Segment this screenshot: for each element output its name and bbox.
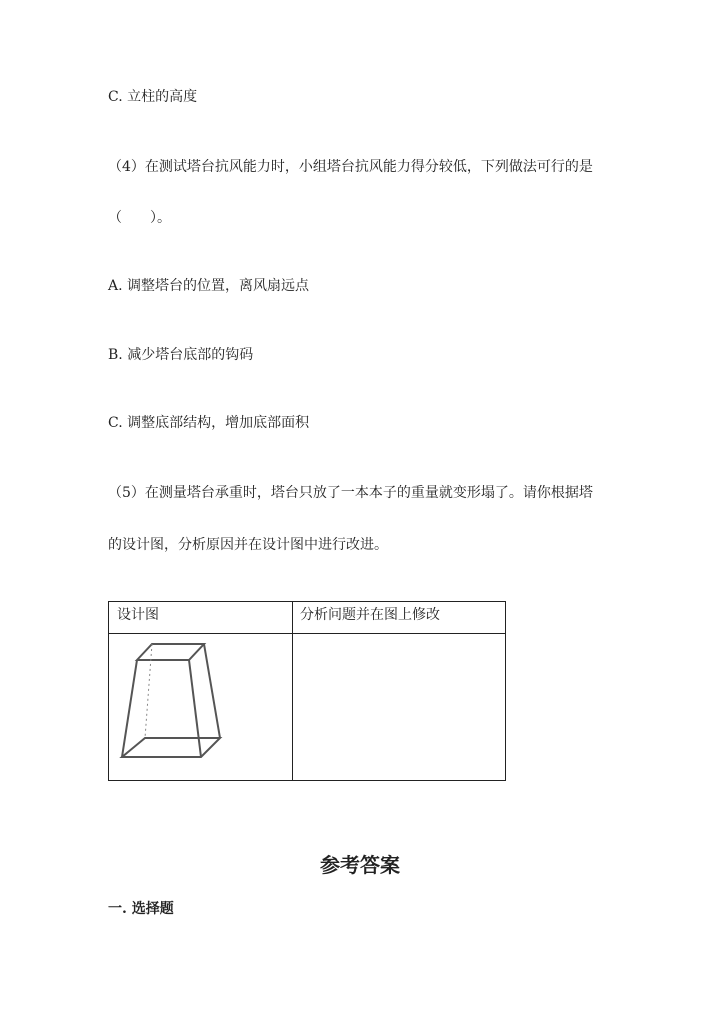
tower-frustum-drawing: [117, 640, 229, 764]
table-divider-horizontal: [109, 633, 505, 634]
q4-stem-line2: （ ）。: [108, 210, 171, 226]
q4-option-a: A. 调整塔台的位置，离风扇远点: [108, 278, 310, 294]
answers-title: 参考答案: [320, 853, 400, 877]
q3-option-c: C. 立柱的高度: [108, 89, 198, 105]
table-divider-vertical: [292, 602, 293, 780]
q4-option-b: B. 减少塔台底部的钩码: [108, 347, 254, 363]
table-header-analysis: 分析问题并在图上修改: [300, 607, 440, 623]
table-header-design: 设计图: [117, 607, 159, 623]
q5-stem-line2: 的设计图，分析原因并在设计图中进行改进。: [108, 537, 388, 553]
design-table: [108, 601, 506, 781]
answers-section-choice: 一. 选择题: [108, 901, 174, 917]
q5-stem-line1: （5）在测量塔台承重时，塔台只放了一本本子的重量就变形塌了。请你根据塔: [108, 485, 593, 501]
q4-stem-line1: （4）在测试塔台抗风能力时，小组塔台抗风能力得分较低，下列做法可行的是: [108, 159, 593, 175]
q4-option-c: C. 调整底部结构，增加底部面积: [108, 415, 310, 431]
